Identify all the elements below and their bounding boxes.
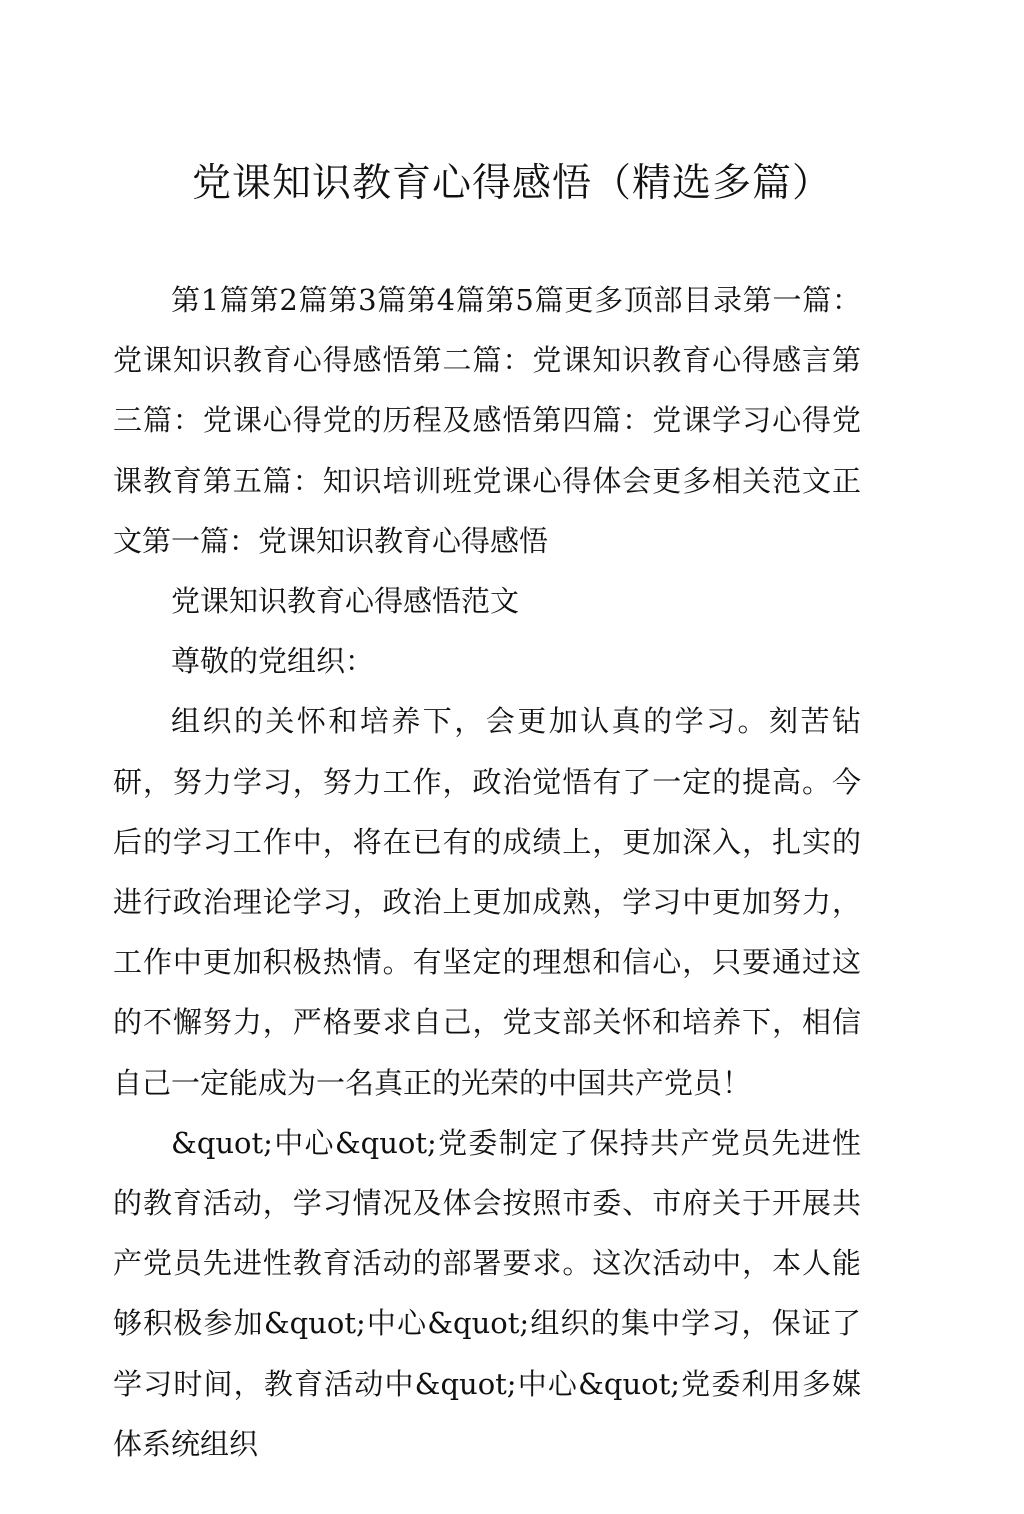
document-body bbox=[113, 270, 861, 1474]
body-paragraph: &quot;中心&quot;党委制定了保持共产党员先进性的教育活动，学习情况及体会按照市委、市府关于开展共产党员先进性教育活动的部署要求。这次活动中，本人能够积极参加&quot;中心&quot;组织的集中学习，保证了学习时间，教育活动中&quot;中心&quot;党委利用多媒体系统组织 bbox=[113, 1125, 861, 1461]
document-title: 党课知识教育心得感悟（精选多篇） bbox=[191, 161, 832, 206]
salutation: 尊敬的党组织： bbox=[171, 644, 375, 679]
section-heading: 党课知识教育心得感悟范文 bbox=[171, 584, 520, 619]
body-paragraph: 组织的关怀和培养下，会更加认真的学习。刻苦钻研，努力学习，努力工作，政治觉悟有了一定的提高。今后的学习工作中，将在已有的成绩上，更加深入，扎实的进行政治理论学习，政治上更加成熟，学习中更加努力，工作中更加积极热情。有坚定的理想和信心，只要通过这的不懈努力，严格要求自己，党支部关怀和培养下，相信自己一定能成为一名真正的光荣的中国共产党员！ bbox=[113, 704, 861, 1100]
table-of-contents-paragraph: 第1篇第2篇第3篇第4篇第5篇更多顶部目录第一篇：党课知识教育心得感悟第二篇：党课知识教育心得感言第三篇：党课心得党的历程及感悟第四篇：党课学习心得党课教育第五篇：知识培训班党课心得体会更多相关范文正文第一篇：党课知识教育心得感悟 bbox=[113, 283, 861, 558]
